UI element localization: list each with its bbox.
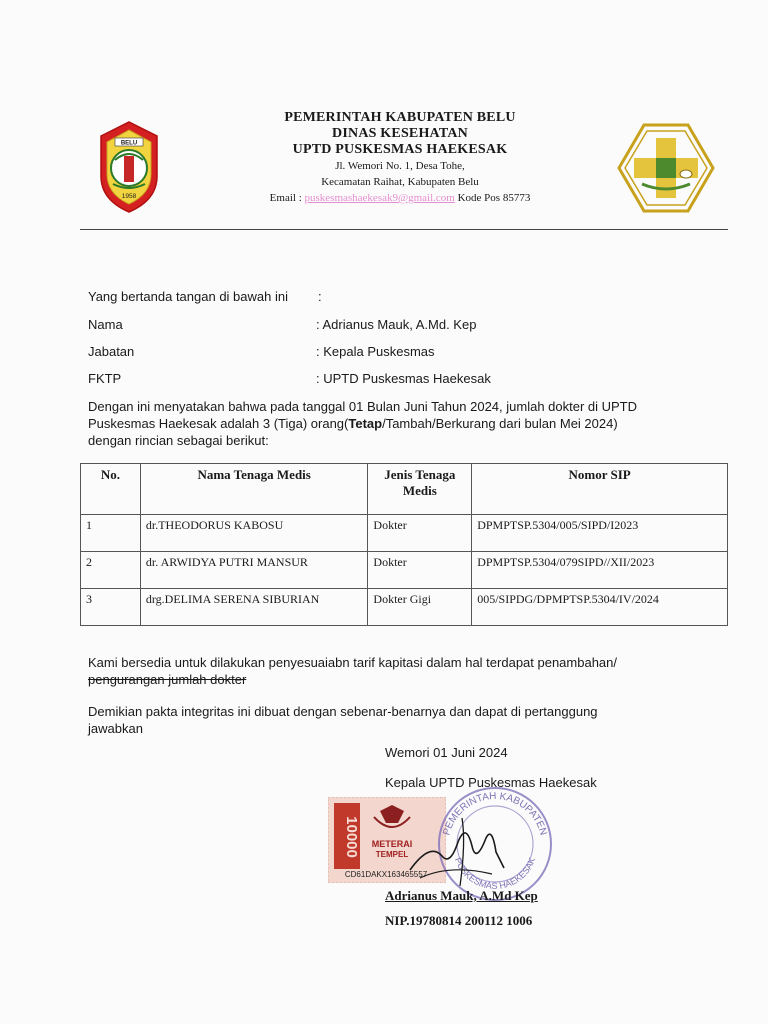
- svg-text:METERAI: METERAI: [371, 839, 413, 849]
- fktp-value: : UPTD Puskesmas Haekesak: [316, 371, 491, 386]
- svg-text:PUSKESMAS HAEKESAK: PUSKESMAS HAEKESAK: [452, 856, 538, 891]
- svg-text:PEMERINTAH KABUPATEN: PEMERINTAH KABUPATEN: [441, 790, 549, 837]
- name-label: Nama: [88, 317, 123, 332]
- intro-text: Yang bertanda tangan di bawah ini: [88, 289, 288, 304]
- declaration-paragraph: [88, 703, 688, 737]
- position-value: : Kepala Puskesmas: [316, 344, 435, 359]
- statement-line-2-start: Puskesmas Haekesak adalah 3 (Tiga) orang(: [88, 416, 349, 431]
- signer-title: Kepala UPTD Puskesmas Haekesak: [385, 775, 597, 790]
- place-date: Wemori 01 Juni 2024: [385, 745, 508, 760]
- status-bold: Tetap: [348, 416, 383, 431]
- statement-paragraph: [88, 398, 688, 449]
- table-header-row: [81, 464, 728, 515]
- adjustment-line-2: pengurangan jumlah dokter: [88, 672, 247, 687]
- email-link[interactable]: puskesmashaekesak9@gmail.com: [304, 192, 455, 204]
- cell-no: 3: [81, 589, 141, 626]
- statement-line-2-end: /Tambah/Berkurang dari bulan Mei 2024): [382, 416, 618, 431]
- cell-sip: 005/SIPDG/DPMPTSP.5304/IV/2024: [472, 589, 728, 626]
- email-label: Email :: [269, 192, 302, 204]
- svg-text:CD61DAKX163465557: CD61DAKX163465557: [344, 870, 428, 879]
- cell-no: 2: [81, 552, 141, 589]
- cell-name: drg.DELIMA SERENA SIBURIAN: [140, 589, 368, 626]
- statement-line-3: dengan rincian sebagai berikut:: [88, 433, 269, 448]
- cell-no: 1: [81, 515, 141, 552]
- header-address-2: Kecamatan Raihat, Kabupaten Belu: [321, 176, 479, 188]
- table-row: [81, 552, 728, 589]
- cell-type: Dokter: [368, 552, 472, 589]
- intro-colon: :: [318, 289, 322, 304]
- col-header-type: Jenis Tenaga Medis: [368, 464, 472, 515]
- col-header-name: Nama Tenaga Medis: [140, 464, 368, 515]
- header-address-1: Jl. Wemori No. 1, Desa Tohe,: [335, 160, 465, 172]
- declaration-line-2: jawabkan: [88, 721, 143, 736]
- svg-text:10000: 10000: [343, 816, 360, 858]
- cell-sip: DPMPTSP.5304/079SIPD//XII/2023: [472, 552, 728, 589]
- postal-code: Kode Pos 85773: [457, 192, 531, 204]
- col-header-sip: Nomor SIP: [472, 464, 728, 515]
- signer-nip: NIP.19780814 200112 1006: [385, 913, 533, 928]
- header-divider: [80, 229, 728, 230]
- cell-name: dr. ARWIDYA PUTRI MANSUR: [140, 552, 368, 589]
- col-header-no: No.: [81, 464, 141, 515]
- fktp-label: FKTP: [88, 371, 122, 386]
- cell-type: Dokter Gigi: [368, 589, 472, 626]
- handwritten-signature: [400, 812, 510, 892]
- signer-name: Adrianus Mauk, A.Md Kep: [385, 888, 538, 903]
- cell-type: Dokter: [368, 515, 472, 552]
- svg-text:TEMPEL: TEMPEL: [375, 850, 409, 859]
- cell-name: dr.THEODORUS KABOSU: [140, 515, 368, 552]
- header-unit: UPTD PUSKESMAS HAEKESAK: [292, 142, 508, 157]
- adjustment-paragraph: [88, 654, 688, 688]
- doctor-table: [80, 463, 728, 626]
- name-value: : Adrianus Mauk, A.Md. Kep: [316, 317, 477, 332]
- letterhead: [220, 110, 580, 206]
- cell-sip: DPMPTSP.5304/005/SIPD/I2023: [472, 515, 728, 552]
- header-contact: [220, 190, 580, 206]
- table-row: [81, 515, 728, 552]
- header-government: PEMERINTAH KABUPATEN BELU: [284, 110, 516, 125]
- statement-line-1: Dengan ini menyatakan bahwa pada tanggal 01 Bulan Juni Tahun 2024, jumlah dokter di UPTD: [88, 399, 638, 414]
- adjustment-line-1: Kami bersedia untuk dilakukan penyesuaiabn tarif kapitasi dalam hal terdapat penambahan/: [88, 655, 618, 670]
- svg-text:BELU: BELU: [120, 140, 138, 147]
- table-row: [81, 589, 728, 626]
- position-label: Jabatan: [88, 344, 135, 359]
- svg-text:1958: 1958: [121, 193, 137, 200]
- puskesmas-logo: [616, 122, 716, 214]
- belu-regency-logo: [93, 118, 165, 216]
- statement-line-2: [88, 415, 688, 432]
- header-department: DINAS KESEHATAN: [332, 126, 468, 141]
- declaration-line-1: Demikian pakta integritas ini dibuat dengan sebenar-benarnya dan dapat di pertanggung: [88, 704, 598, 719]
